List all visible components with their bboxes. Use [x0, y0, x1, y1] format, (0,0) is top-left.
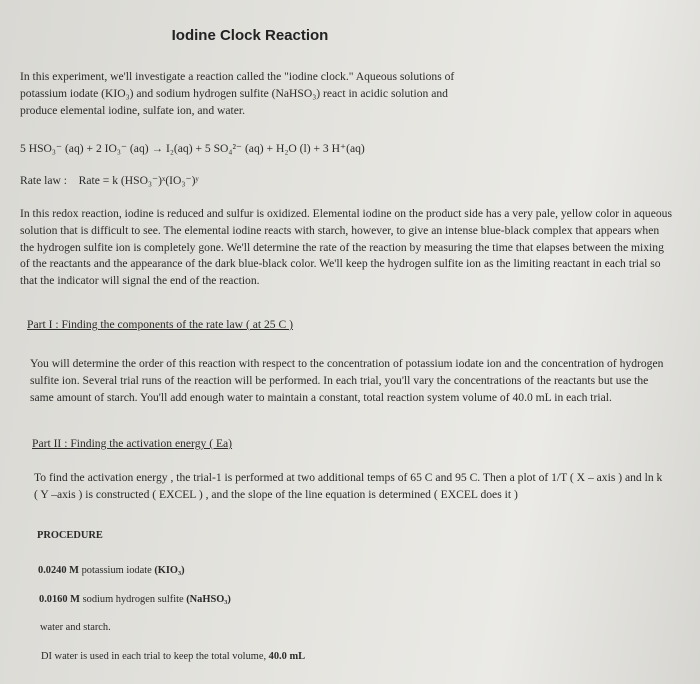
- redox-paragraph: In this redox reaction, iodine is reduced and sulfur is oxidized. Elemental iodine on the product side has a very pale, yellow color in aqueous solution that is difficult to see. The elemental iodine reacts with starch, however, to give an intense blue-black complex that appears when the hydrogen sulfite ion is completely gone. We'll determine the rate of the reaction by measuring the time that elapses between the mixing of the reactants and the appearance of the dark blue-black color. We'll keep the hydrogen sulfite ion as the limiting reactant in each trial so that the indicator will signal the end of the reaction.: [20, 207, 672, 288]
- procedure-item: [40, 620, 111, 637]
- rate-law-label: Rate law :: [20, 174, 68, 187]
- item-text: potassium iodate: [78, 565, 155, 576]
- procedure-item: [39, 592, 231, 609]
- item-formula: (NaHSO₃): [186, 594, 231, 605]
- procedure-heading: PROCEDURE: [37, 530, 103, 541]
- item-formula: (KIO₃): [154, 565, 185, 576]
- item-formula: 40.0 mL: [268, 651, 306, 662]
- part1-heading: Part I : Finding the components of the rate law ( at 25 C ): [27, 318, 293, 331]
- rate-law-expression: Rate = k (HSO₃⁻)ˣ(IO₃⁻)ʸ: [78, 174, 199, 187]
- part1-text: You will determine the order of this reaction with respect to the concentration of potassium iodate ion and the concentration of hydrogen sulfite ion. Several trial runs of the reaction will be performed. In each trial, you'll vary the concentrations of the reactants but use the same amount of starch. You'll add enough water to maintain a constant, total reaction system volume of 40.0 mL in each trial.: [30, 357, 664, 404]
- item-amount: 0.0160 M: [39, 594, 80, 605]
- procedure-item: [41, 649, 305, 666]
- intro-paragraph: In this experiment, we'll investigate a reaction called the "iodine clock." Aqueous solutions of potassium iodate (KIO₃) and sodium hydrogen sulfite (NaHSO₃) react in acidic solution and produce elemental iodine, sulfate ion, and water.: [20, 70, 455, 117]
- item-amount: 0.0240 M: [38, 565, 79, 576]
- rate-law: [20, 173, 199, 190]
- reaction-equation: 5 HSO₃⁻ (aq) + 2 IO₃⁻ (aq) → I₂(aq) + 5 SO₄²⁻ (aq) + H₂O (l) + 3 H⁺(aq): [20, 142, 365, 155]
- part2-heading: Part II : Finding the activation energy ( Ea): [32, 437, 233, 450]
- page-title: Iodine Clock Reaction: [171, 27, 329, 44]
- item-text: DI water is used in each trial to keep the total volume,: [41, 651, 269, 662]
- procedure-item: [38, 563, 185, 580]
- item-text: water and starch.: [40, 622, 111, 633]
- item-text: sodium hydrogen sulfite: [79, 594, 187, 605]
- part2-text: To find the activation energy , the trial-1 is performed at two additional temps of 65 C and 95 C. Then a plot of 1/T ( X – axis ) and ln k ( Y –axis ) is constructed ( EXCEL ) , and the slope of the line equation is determined ( EXCEL does it ): [34, 471, 663, 501]
